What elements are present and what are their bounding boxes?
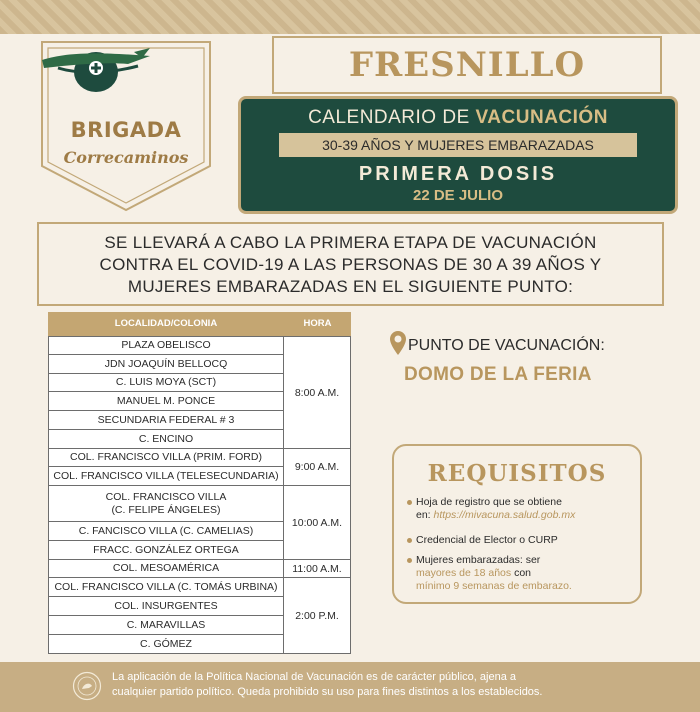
decorative-top-band [0,0,700,34]
footer-line: cualquier partido político. Queda prohibido su uso para fines distintos a los establecidos. [112,686,543,698]
announcement-line: MUJERES EMBARAZADAS EN EL SIGUIENTE PUNTO: [127,277,574,296]
column-header-location: LOCALIDAD/COLONIA [48,312,284,336]
column-header-time: HORA [284,312,351,336]
table-row: MANUEL M. PONCE [48,392,284,411]
table-row: COL. FRANCISCO VILLA (C. TOMÁS URBINA) [48,578,284,597]
vaccination-date: 22 DE JULIO [412,187,504,204]
table-row: C. ENCINO [48,430,284,449]
city-header [272,36,662,94]
table-row-line: (C. FELIPE ÁNGELES) [111,503,221,516]
vaccination-point-label: PUNTO DE VACUNACIÓN: [408,337,605,354]
calendar-title-highlight: VACUNACIÓN [475,107,608,128]
requirement-highlight: mínimo 9 semanas de embarazo. [416,580,572,592]
dose-label: PRIMERA DOSIS [358,163,558,185]
announcement-line: SE LLEVARÁ A CABO LA PRIMERA ETAPA DE VACUNACIÓN [104,233,597,252]
footer-line: La aplicación de la Política Nacional de Vacunación es de carácter público, ajena a [112,671,516,683]
location-pin-icon [390,331,406,355]
table-row: C. FANCISCO VILLA (C. CAMELIAS) [48,522,284,541]
requirement-text: con [511,567,532,579]
table-row: C. MARAVILLAS [48,616,284,635]
requirement-text: en: [416,509,434,521]
table-row: COL. FRANCISCO VILLA (PRIM. FORD) [48,449,284,467]
brigada-title: BRIGADA [70,118,182,142]
table-row: COL. INSURGENTES [48,597,284,616]
table-row: PLAZA OBELISCO [48,336,284,355]
brigada-shield [38,38,214,214]
time-cell: 2:00 P.M. [284,578,351,654]
table-row: C. GÓMEZ [48,635,284,654]
calendar-title [241,107,675,129]
roadrunner-logo-icon [38,38,154,98]
table-row: SECUNDARIA FEDERAL # 3 [48,411,284,430]
requirement-item [416,554,631,593]
requirements-box [392,444,642,604]
city-name: FRESNILLO [348,45,586,85]
government-seal-icon [72,671,102,701]
table-row: COL. MESOAMÉRICA [48,560,284,578]
table-row: FRACC. GONZÁLEZ ORTEGA [48,541,284,560]
requirement-item [416,496,631,522]
time-cell: 10:00 A.M. [284,486,351,560]
schedule-table [48,312,351,654]
requirement-text: Credencial de Elector o CURP [416,534,558,546]
requirement-item [416,534,631,547]
announcement-box [37,222,664,306]
requirement-text: Hoja de registro que se obtiene [416,496,562,508]
table-row: JDN JOAQUÍN BELLOCQ [48,355,284,374]
requirements-title: REQUISITOS [427,460,607,487]
time-cell: 9:00 A.M. [284,449,351,486]
requirement-highlight: mayores de 18 años [416,567,512,579]
brigada-subtitle: Correcaminos [63,148,189,167]
table-row: COL. FRANCISCO VILLA (TELESECUNDARIA) [48,467,284,486]
requirement-text: Mujeres embarazadas: ser [416,554,541,566]
table-row: C. LUIS MOYA (SCT) [48,374,284,392]
vaccination-calendar-panel [238,96,678,214]
registration-link[interactable]: https://mivacuna.salud.gob.mx [433,509,576,521]
time-cell: 11:00 A.M. [284,560,351,578]
calendar-title-prefix: CALENDARIO DE [308,107,476,128]
footer-disclaimer [112,670,652,700]
time-cell: 8:00 A.M. [284,336,351,449]
table-row-line: COL. FRANCISCO VILLA [105,490,227,503]
announcement-line: CONTRA EL COVID-19 A LAS PERSONAS DE 30 A 39 AÑOS Y [99,255,602,274]
table-row [48,486,284,522]
age-group-strip: 30-39 AÑOS Y MUJERES EMBARAZADAS [279,133,637,157]
vaccination-point-place: DOMO DE LA FERIA [404,364,592,385]
